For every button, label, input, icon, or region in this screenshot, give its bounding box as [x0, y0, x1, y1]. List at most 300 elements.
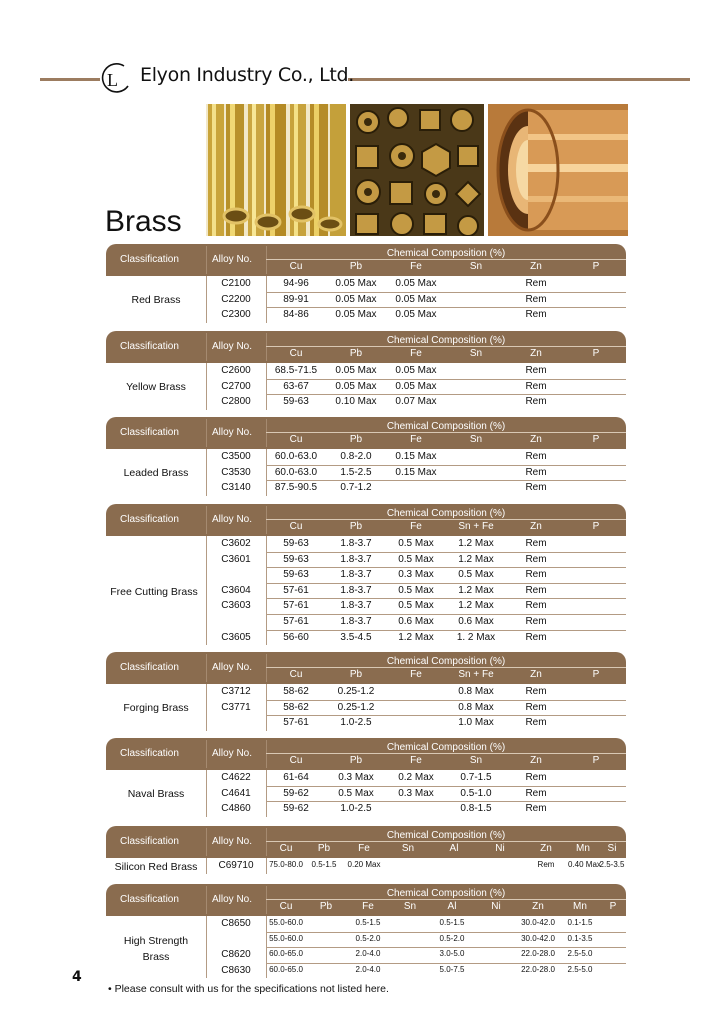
table-row — [106, 684, 626, 699]
element-header-fe: Fe — [410, 261, 422, 272]
composition-value: 1.8-3.7 — [340, 616, 372, 627]
composition-value: 0.05 Max — [335, 365, 377, 376]
table-header — [106, 884, 626, 916]
alloy-header: Alloy No. — [212, 748, 253, 759]
composition-value: 1.2 Max — [458, 584, 494, 596]
element-header-pb: Pb — [349, 434, 363, 445]
composition-value: 55.0-60.0 — [269, 933, 303, 943]
table-row — [106, 858, 626, 873]
composition-value: 89-91 — [283, 293, 309, 305]
header-rule — [266, 899, 626, 900]
page-number: 4 — [72, 969, 82, 985]
composition-value: 3.5-4.5 — [340, 631, 372, 643]
element-header-pb: Pb — [349, 755, 363, 766]
composition-value: 0.5-1.0 — [460, 787, 492, 799]
composition-value: 0.05 Max — [395, 293, 437, 305]
composition-value: 0.15 Max — [395, 451, 437, 462]
composition-value: 55.0-60.0 — [269, 918, 303, 927]
element-header-cu: Cu — [289, 261, 303, 272]
brass-tubes-photo — [206, 104, 346, 236]
composition-value: 59-63 — [283, 553, 309, 565]
chem-composition-header: Chemical Composition (%) — [386, 888, 506, 899]
alloy-number: C3500 — [221, 451, 251, 462]
composition-value: 2.0-4.0 — [355, 949, 381, 959]
header-divider — [206, 886, 207, 914]
company-name: Elyon Industry Co., Ltd. — [140, 64, 355, 86]
composition-value: 1.8-3.7 — [340, 569, 372, 581]
composition-value: 59-62 — [283, 803, 309, 815]
element-header-p: P — [592, 434, 600, 445]
element-header-pb: Pb — [317, 843, 331, 854]
composition-value: 0.10 Max — [335, 396, 377, 408]
alloy-number: C3605 — [221, 631, 251, 643]
header-rule — [266, 259, 626, 260]
composition-value: 58-62 — [283, 686, 309, 697]
composition-value: 0.5-1.5 — [311, 860, 337, 869]
composition-value: 2.5-5.0 — [567, 949, 593, 959]
element-header-p: P — [609, 901, 617, 912]
composition-value: 60.0-65.0 — [269, 964, 303, 974]
composition-value: 0.5-1.5 — [355, 918, 381, 927]
composition-value: 0.8 Max — [458, 686, 494, 697]
table-row — [106, 801, 626, 816]
composition-value: 0.5 Max — [338, 787, 374, 799]
composition-value: 84-86 — [283, 309, 309, 321]
composition-value: 1.0-2.5 — [340, 803, 372, 815]
composition-value: 1.8-3.7 — [340, 600, 372, 612]
composition-value: Rem — [525, 584, 547, 596]
alloy-number: C3602 — [221, 538, 251, 549]
classification-line: Yellow Brass — [126, 381, 186, 394]
composition-value: 2.0-4.0 — [355, 964, 381, 974]
table-row — [106, 598, 626, 613]
table-row — [106, 307, 626, 322]
header-divider — [206, 419, 207, 447]
table-row — [106, 630, 626, 645]
composition-value: 0.3 Max — [338, 772, 374, 783]
element-header-p: P — [592, 521, 600, 532]
composition-value: 0.7-1.2 — [340, 482, 372, 494]
composition-value: 0.5 Max — [398, 538, 434, 549]
table-row — [106, 947, 626, 962]
table-header — [106, 738, 626, 770]
table-row — [106, 394, 626, 409]
composition-value: Rem — [525, 278, 547, 289]
classification-header: Classification — [120, 748, 179, 759]
composition-value: Rem — [525, 396, 547, 408]
table-row — [106, 449, 626, 464]
composition-value: 0.5 Max — [458, 569, 494, 581]
composition-value: 1.2 Max — [458, 538, 494, 549]
svg-text:L: L — [107, 70, 118, 90]
element-header-fe: Fe — [410, 755, 422, 766]
page-title: Brass — [105, 205, 182, 238]
composition-value: 1.8-3.7 — [340, 553, 372, 565]
composition-value: 0.40 Max — [568, 860, 601, 869]
table-row — [106, 379, 626, 394]
table-row — [106, 567, 626, 582]
alloy-header: Alloy No. — [212, 836, 253, 847]
composition-value: Rem — [525, 365, 547, 376]
composition-value: Rem — [525, 631, 547, 643]
composition-value: 0.7-1.5 — [460, 772, 492, 783]
table-row — [106, 276, 626, 291]
composition-value: 0.5-2.0 — [439, 933, 465, 943]
composition-value: 60.0-63.0 — [274, 451, 318, 462]
composition-table-4 — [106, 652, 626, 731]
classification-line: Leaded Brass — [123, 467, 189, 480]
composition-value: Rem — [525, 466, 547, 478]
composition-value: 0.6 Max — [458, 616, 494, 627]
classification-header: Classification — [120, 341, 179, 352]
table-header — [106, 652, 626, 684]
alloy-number: C4641 — [221, 787, 251, 799]
classification-line: Red Brass — [131, 294, 181, 307]
composition-value: 59-62 — [283, 787, 309, 799]
alloy-number: C69710 — [218, 860, 254, 871]
table-row — [106, 480, 626, 495]
composition-value: 0.15 Max — [395, 466, 437, 478]
composition-value: 58-62 — [283, 701, 309, 713]
composition-value: 1.0-2.5 — [340, 717, 372, 729]
element-header-zn: Zn — [530, 261, 542, 272]
composition-value: 0.5-2.0 — [355, 933, 381, 943]
table-row — [106, 963, 626, 978]
alloy-header: Alloy No. — [212, 894, 253, 905]
element-header-pb: Pb — [349, 261, 363, 272]
alloy-number: C3601 — [221, 553, 251, 565]
element-header-cu: Cu — [279, 843, 293, 854]
header-divider — [206, 333, 207, 361]
composition-value: Rem — [525, 803, 547, 815]
element-header-sn: Sn — [469, 348, 483, 359]
composition-value: Rem — [525, 600, 547, 612]
alloy-number: C3140 — [221, 482, 251, 494]
element-header-sn: Sn — [469, 755, 483, 766]
header-rule-left — [40, 78, 100, 81]
composition-value: 87.5-90.5 — [274, 482, 318, 494]
table-row — [106, 770, 626, 785]
composition-value: 0.2 Max — [398, 772, 434, 783]
header-divider — [206, 246, 207, 274]
classification-line: High Strength — [123, 935, 189, 948]
element-header-fe: Fe — [410, 669, 422, 680]
element-header-ni: Ni — [495, 843, 505, 854]
element-header-mn: Mn — [576, 843, 590, 854]
brass-coil-photo — [488, 104, 628, 236]
table-row — [106, 583, 626, 598]
composition-value: 0.05 Max — [335, 293, 377, 305]
chem-composition-header: Chemical Composition (%) — [386, 656, 506, 667]
composition-value: 0.6 Max — [398, 616, 434, 627]
table-row — [106, 465, 626, 480]
composition-value: 30.0-42.0 — [521, 933, 555, 943]
composition-value: 5.0-7.5 — [439, 964, 465, 974]
table-header — [106, 504, 626, 536]
header-rule — [266, 841, 626, 842]
composition-value: 0.8 Max — [458, 701, 494, 713]
alloy-header: Alloy No. — [212, 254, 253, 265]
alloy-number: C2600 — [221, 365, 251, 376]
element-header-si: Si — [607, 843, 617, 854]
composition-value: 0.05 Max — [395, 309, 437, 321]
element-header-fe: Fe — [410, 434, 422, 445]
composition-value: 0.8-1.5 — [460, 803, 492, 815]
alloy-number: C2200 — [221, 293, 251, 305]
chem-composition-header: Chemical Composition (%) — [386, 508, 506, 519]
composition-table-3 — [106, 504, 626, 645]
composition-value: 75.0-80.0 — [269, 860, 303, 869]
element-header-al: Al — [447, 901, 457, 912]
header-divider — [206, 654, 207, 682]
table-header — [106, 244, 626, 276]
composition-value: 0.1-1.5 — [567, 918, 593, 927]
alloy-number: C2700 — [221, 380, 251, 392]
composition-value: 0.5 Max — [398, 553, 434, 565]
chem-composition-header: Chemical Composition (%) — [386, 742, 506, 753]
composition-value: Rem — [525, 569, 547, 581]
composition-value: Rem — [525, 309, 547, 321]
table-row — [106, 552, 626, 567]
element-header-p: P — [592, 669, 600, 680]
header-rule — [266, 432, 626, 433]
composition-value: 63-67 — [283, 380, 309, 392]
composition-value: 0.05 Max — [335, 309, 377, 321]
composition-value: 0.5 Max — [398, 584, 434, 596]
company-logo — [98, 62, 132, 96]
alloy-number: C3771 — [221, 701, 251, 713]
classification-line: Silicon Red Brass — [114, 860, 198, 873]
alloy-number: C3530 — [221, 466, 251, 478]
classification-header: Classification — [120, 662, 179, 673]
alloy-header: Alloy No. — [212, 514, 253, 525]
element-header-sn: Sn — [401, 843, 415, 854]
element-header-fe: Fe — [410, 348, 422, 359]
composition-value: Rem — [525, 451, 547, 462]
classification-header: Classification — [120, 514, 179, 525]
composition-value: Rem — [537, 860, 555, 869]
composition-value: 1.8-3.7 — [340, 538, 372, 549]
element-header-cu: Cu — [279, 901, 293, 912]
element-header-sn: Sn — [469, 434, 483, 445]
chem-composition-header: Chemical Composition (%) — [386, 335, 506, 346]
alloy-number: C8620 — [221, 949, 251, 961]
composition-value: 60.0-65.0 — [269, 949, 303, 959]
chem-composition-header: Chemical Composition (%) — [386, 248, 506, 259]
composition-value: 0.3 Max — [398, 569, 434, 581]
element-header-fe: Fe — [362, 901, 374, 912]
header-rule — [266, 667, 626, 668]
table-header — [106, 417, 626, 449]
composition-value: Rem — [525, 538, 547, 549]
chem-composition-header: Chemical Composition (%) — [386, 421, 506, 432]
alloy-number: C4622 — [221, 772, 251, 783]
header-rule-right — [348, 78, 690, 81]
composition-value: Rem — [525, 293, 547, 305]
alloy-number: C2800 — [221, 396, 251, 408]
table-row — [106, 715, 626, 730]
alloy-header: Alloy No. — [212, 427, 253, 438]
composition-value: 22.0-28.0 — [521, 949, 555, 959]
composition-value: Rem — [525, 787, 547, 799]
composition-value: Rem — [525, 717, 547, 729]
composition-value: 59-63 — [283, 569, 309, 581]
alloy-number: C3712 — [221, 686, 251, 697]
composition-value: 0.20 Max — [347, 860, 381, 869]
element-header-sn-fe: Sn + Fe — [458, 669, 494, 680]
classification-line: Forging Brass — [123, 702, 189, 715]
composition-value: 0.1-3.5 — [567, 933, 593, 943]
element-header-p: P — [592, 755, 600, 766]
element-header-cu: Cu — [289, 521, 303, 532]
element-header-zn: Zn — [530, 755, 542, 766]
composition-value: 1.5-2.5 — [340, 466, 372, 478]
element-header-cu: Cu — [289, 434, 303, 445]
composition-value: 0.05 Max — [395, 380, 437, 392]
composition-table-7 — [106, 884, 626, 978]
header-rule — [266, 519, 626, 520]
composition-value: Rem — [525, 482, 547, 494]
element-header-zn: Zn — [530, 434, 542, 445]
element-header-sn: Sn — [403, 901, 417, 912]
brass-profiles-photo — [350, 104, 484, 236]
alloy-number: C3603 — [221, 600, 251, 612]
alloy-number: C8630 — [221, 964, 251, 976]
alloy-header: Alloy No. — [212, 341, 253, 352]
header-divider — [206, 506, 207, 534]
composition-value: Rem — [525, 553, 547, 565]
element-header-zn: Zn — [530, 669, 542, 680]
element-header-p: P — [592, 348, 600, 359]
composition-value: 56-60 — [283, 631, 309, 643]
header-divider — [206, 740, 207, 768]
composition-value: 2.5-3.5 — [599, 860, 625, 869]
element-header-ni: Ni — [491, 901, 501, 912]
composition-value: 0.05 Max — [395, 278, 437, 289]
classification-line: Brass — [142, 951, 170, 964]
composition-value: 1.0 Max — [458, 717, 494, 729]
composition-value: Rem — [525, 380, 547, 392]
element-header-p: P — [592, 261, 600, 272]
table-row — [106, 916, 626, 931]
composition-value: 0.3 Max — [398, 787, 434, 799]
composition-value: Rem — [525, 701, 547, 713]
composition-value: Rem — [525, 772, 547, 783]
footer-note: • Please consult with us for the specifications not listed here. — [108, 983, 389, 995]
composition-value: 0.25-1.2 — [337, 701, 375, 713]
composition-table-5 — [106, 738, 626, 817]
classification-header: Classification — [120, 836, 179, 847]
composition-value: 57-61 — [283, 717, 309, 729]
element-header-zn: Zn — [532, 901, 544, 912]
composition-value: 0.05 Max — [335, 380, 377, 392]
element-header-zn: Zn — [530, 521, 542, 532]
alloy-number: C2100 — [221, 278, 251, 289]
composition-value: 57-61 — [283, 584, 309, 596]
composition-table-2 — [106, 417, 626, 496]
composition-value: 0.05 Max — [395, 365, 437, 376]
alloy-number: C4860 — [221, 803, 251, 815]
header-divider — [206, 828, 207, 856]
table-row — [106, 700, 626, 715]
composition-table-1 — [106, 331, 626, 410]
element-header-al: Al — [449, 843, 459, 854]
composition-table-6 — [106, 826, 626, 874]
element-header-mn: Mn — [573, 901, 587, 912]
composition-value: 59-63 — [283, 396, 309, 408]
composition-value: 1.2 Max — [398, 631, 434, 643]
element-header-sn-fe: Sn + Fe — [458, 521, 494, 532]
composition-value: 2.5-5.0 — [567, 964, 593, 974]
classification-header: Classification — [120, 427, 179, 438]
table-header — [106, 826, 626, 858]
composition-value: 0.8-2.0 — [340, 451, 372, 462]
composition-value: 0.5 Max — [398, 600, 434, 612]
element-header-zn: Zn — [540, 843, 552, 854]
composition-value: 60.0-63.0 — [274, 466, 318, 478]
composition-value: 94-96 — [283, 278, 309, 289]
composition-value: 0.05 Max — [335, 278, 377, 289]
composition-value: 30.0-42.0 — [521, 918, 555, 927]
element-header-fe: Fe — [358, 843, 370, 854]
composition-value: 22.0-28.0 — [521, 964, 555, 974]
header-rule — [266, 346, 626, 347]
table-row — [106, 363, 626, 378]
composition-value: 0.25-1.2 — [337, 686, 375, 697]
composition-value: Rem — [525, 686, 547, 697]
composition-value: 59-63 — [283, 538, 309, 549]
composition-value: 61-64 — [283, 772, 309, 783]
classification-header: Classification — [120, 894, 179, 905]
element-header-fe: Fe — [410, 521, 422, 532]
table-row — [106, 786, 626, 801]
element-header-cu: Cu — [289, 669, 303, 680]
classification-line: Free Cutting Brass — [110, 585, 198, 598]
composition-value: 0.07 Max — [395, 396, 437, 408]
composition-value: Rem — [525, 616, 547, 627]
composition-value: 1.2 Max — [458, 553, 494, 565]
table-row — [106, 292, 626, 307]
composition-value: 3.0-5.0 — [439, 949, 465, 959]
composition-value: 1.2 Max — [458, 600, 494, 612]
composition-value: 57-61 — [283, 600, 309, 612]
composition-value: 0.5-1.5 — [439, 918, 465, 927]
composition-value: 1.8-3.7 — [340, 584, 372, 596]
classification-line: Naval Brass — [127, 788, 185, 801]
composition-value: 57-61 — [283, 616, 309, 627]
chem-composition-header: Chemical Composition (%) — [386, 830, 506, 841]
element-header-cu: Cu — [289, 348, 303, 359]
table-row — [106, 614, 626, 629]
alloy-number: C8650 — [221, 918, 251, 929]
element-header-pb: Pb — [349, 669, 363, 680]
alloy-number: C2300 — [221, 309, 251, 321]
alloy-header: Alloy No. — [212, 662, 253, 673]
element-header-pb: Pb — [319, 901, 333, 912]
element-header-pb: Pb — [349, 348, 363, 359]
composition-value: 1. 2 Max — [456, 631, 496, 643]
header-rule — [266, 753, 626, 754]
element-header-sn: Sn — [469, 261, 483, 272]
classification-header: Classification — [120, 254, 179, 265]
composition-table-0 — [106, 244, 626, 323]
table-header — [106, 331, 626, 363]
element-header-pb: Pb — [349, 521, 363, 532]
element-header-zn: Zn — [530, 348, 542, 359]
table-row — [106, 932, 626, 947]
table-row — [106, 536, 626, 551]
element-header-cu: Cu — [289, 755, 303, 766]
